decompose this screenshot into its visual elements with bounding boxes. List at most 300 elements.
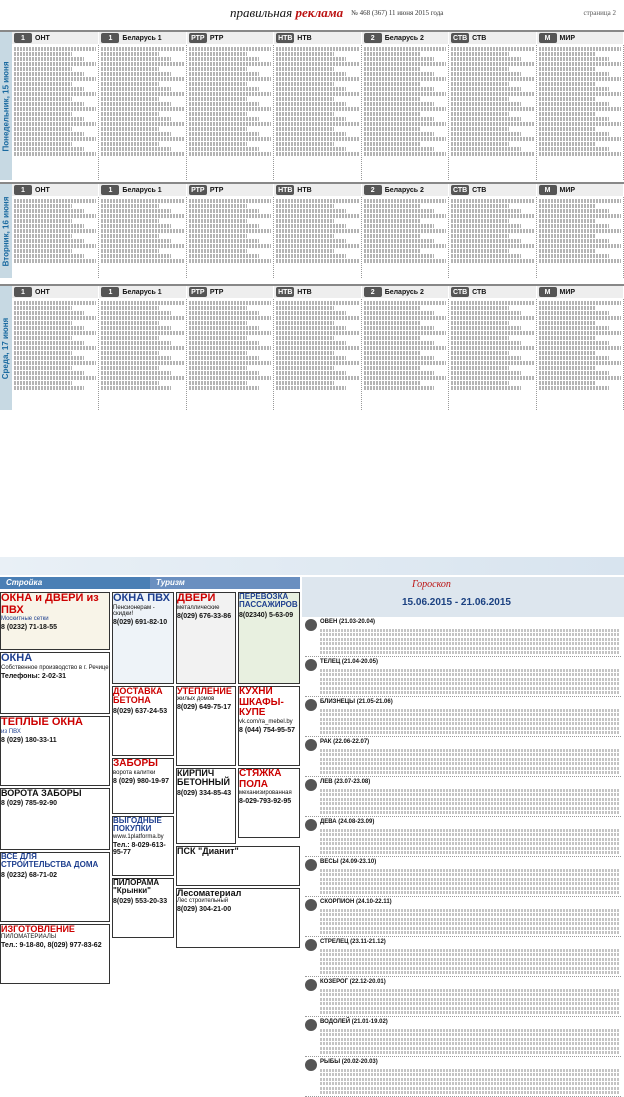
ad-title: ПСК "Дианит" bbox=[177, 846, 239, 856]
schedule-line bbox=[14, 72, 84, 76]
ad-subtitle: vk.com/ra_mebel.by bbox=[239, 718, 293, 725]
schedule-line bbox=[364, 259, 446, 263]
schedule-line bbox=[451, 57, 521, 61]
schedule-line bbox=[364, 117, 434, 121]
schedule-line bbox=[14, 306, 72, 310]
schedule-line bbox=[189, 386, 259, 390]
schedule-line bbox=[451, 306, 509, 310]
schedule-line bbox=[101, 229, 183, 233]
schedule-line bbox=[189, 316, 271, 320]
horoscope-sign bbox=[305, 1057, 621, 1097]
channel-name: Беларусь 1 bbox=[122, 288, 162, 296]
sign-name: ВЕСЫ (24.09-23.10) bbox=[320, 859, 377, 865]
schedule-line bbox=[276, 331, 358, 335]
schedule-line bbox=[276, 386, 346, 390]
day-label: Понедельник, 15 июня bbox=[1, 60, 11, 152]
schedule-line bbox=[14, 259, 96, 263]
schedule-line bbox=[101, 204, 159, 208]
channel-header bbox=[99, 286, 186, 298]
ad-phone: 8(029) 637-24-53 bbox=[113, 707, 168, 715]
sign-name: БЛИЗНЕЦЫ (21.05-21.06) bbox=[320, 699, 393, 705]
schedule-line bbox=[189, 381, 247, 385]
schedule-line bbox=[364, 341, 434, 345]
text-line bbox=[320, 927, 619, 930]
text-line bbox=[320, 629, 619, 632]
sign-name: СКОРПИОН (24.10-22.11) bbox=[320, 899, 392, 905]
schedule-line bbox=[101, 366, 159, 370]
schedule-line bbox=[101, 316, 183, 320]
schedule-line bbox=[364, 336, 422, 340]
sign-name: КОЗЕРОГ (22.12-20.01) bbox=[320, 979, 386, 985]
schedule-line bbox=[276, 62, 358, 66]
channel-schedule bbox=[12, 45, 99, 180]
schedule-line bbox=[189, 376, 271, 380]
ad-title: Лесоматериал bbox=[177, 888, 242, 898]
schedule-line bbox=[189, 117, 259, 121]
ad-title: ВОРОТА ЗАБОРЫ bbox=[1, 788, 82, 798]
schedule-line bbox=[189, 361, 271, 365]
schedule-line bbox=[539, 239, 609, 243]
ad-insulation bbox=[176, 686, 236, 766]
text-line bbox=[320, 687, 619, 690]
schedule-line bbox=[14, 137, 96, 141]
ad-title: ТЕПЛЫЕ ОКНА bbox=[1, 716, 84, 728]
schedule-line bbox=[14, 381, 72, 385]
schedule-line bbox=[101, 254, 171, 258]
schedule-line bbox=[276, 147, 346, 151]
horoscope-sign bbox=[305, 817, 621, 857]
schedule-line bbox=[364, 52, 422, 56]
text-line bbox=[320, 887, 619, 890]
schedule-line bbox=[276, 381, 334, 385]
schedule-line bbox=[101, 214, 183, 218]
zodiac-icon bbox=[305, 939, 317, 951]
schedule-line bbox=[451, 82, 509, 86]
schedule-line bbox=[364, 102, 434, 106]
schedule-line bbox=[14, 346, 96, 350]
schedule-line bbox=[189, 371, 259, 375]
ad-title: ВСЁ ДЛЯ СТРОИТЕЛЬСТВА ДОМА bbox=[1, 852, 99, 870]
sign-name: ВОДОЛЕЙ (21.01-19.02) bbox=[320, 1019, 388, 1025]
schedule-line bbox=[364, 77, 446, 81]
sign-text bbox=[320, 787, 619, 816]
ad-windows-2 bbox=[112, 592, 174, 684]
schedule-line bbox=[364, 356, 434, 360]
schedule-line bbox=[364, 376, 446, 380]
schedule-line bbox=[276, 321, 334, 325]
schedule-line bbox=[14, 92, 96, 96]
schedule-line bbox=[101, 361, 183, 365]
horoscope-sign bbox=[305, 977, 621, 1017]
schedule-line bbox=[364, 254, 434, 258]
schedule-line bbox=[189, 52, 247, 56]
text-line bbox=[320, 1051, 619, 1054]
schedule-line bbox=[276, 356, 346, 360]
schedule-line bbox=[276, 311, 346, 315]
schedule-line bbox=[189, 366, 247, 370]
channel-header bbox=[12, 286, 99, 298]
horoscope-sign bbox=[305, 617, 621, 657]
schedule-line bbox=[364, 361, 446, 365]
ad-lumber bbox=[176, 888, 300, 948]
sign-name: ТЕЛЕЦ (21.04-20.05) bbox=[320, 659, 378, 665]
schedule-line bbox=[276, 316, 358, 320]
tv-schedule bbox=[0, 30, 624, 550]
channel-schedule bbox=[12, 197, 99, 278]
channel-name: РТР bbox=[209, 186, 224, 194]
schedule-line bbox=[276, 239, 346, 243]
schedule-line bbox=[276, 301, 358, 305]
schedule-line bbox=[189, 306, 247, 310]
ad-title: ВЫГОДНЫЕ ПОКУПКИ bbox=[113, 816, 162, 834]
schedule-line bbox=[276, 152, 358, 156]
schedule-line bbox=[539, 361, 621, 365]
horoscope-dates: 15.06.2015 - 21.06.2015 bbox=[402, 597, 511, 608]
schedule-line bbox=[101, 92, 183, 96]
schedule-line bbox=[276, 341, 346, 345]
schedule-line bbox=[14, 386, 84, 390]
schedule-line bbox=[539, 336, 597, 340]
schedule-line bbox=[276, 361, 358, 365]
text-line bbox=[320, 989, 619, 992]
sign-text bbox=[320, 907, 619, 936]
schedule-line bbox=[276, 102, 346, 106]
schedule-line bbox=[539, 249, 597, 253]
ad-title: ИЗГОТОВЛЕНИЕ bbox=[1, 924, 75, 934]
ad-building bbox=[0, 852, 110, 922]
schedule-line bbox=[451, 244, 533, 248]
channel-name: Беларусь 2 bbox=[384, 288, 424, 296]
horoscope-sign bbox=[305, 1017, 621, 1057]
schedule-line bbox=[451, 316, 533, 320]
schedule-line bbox=[364, 97, 422, 101]
text-line bbox=[320, 669, 619, 672]
text-line bbox=[320, 789, 619, 792]
schedule-line bbox=[14, 112, 72, 116]
schedule-line bbox=[539, 209, 609, 213]
channel-logo: СТВ bbox=[453, 34, 468, 42]
schedule-line bbox=[539, 331, 621, 335]
text-line bbox=[320, 909, 619, 912]
day-label-band bbox=[0, 286, 12, 410]
schedule-line bbox=[189, 346, 271, 350]
schedule-line bbox=[451, 259, 533, 263]
channel-name: МИР bbox=[559, 34, 576, 42]
schedule-line bbox=[14, 67, 72, 71]
schedule-line bbox=[451, 117, 521, 121]
schedule-line bbox=[276, 92, 358, 96]
ad-phone: 8 (044) 754-95-57 bbox=[239, 726, 296, 734]
schedule-line bbox=[14, 234, 72, 238]
schedule-line bbox=[364, 239, 434, 243]
text-line bbox=[320, 838, 619, 841]
text-line bbox=[320, 802, 619, 805]
text-line bbox=[320, 1047, 619, 1050]
schedule-line bbox=[276, 199, 358, 203]
schedule-line bbox=[539, 147, 609, 151]
schedule-line bbox=[364, 47, 446, 51]
ad-bricks bbox=[176, 768, 236, 844]
schedule-line bbox=[364, 132, 434, 136]
schedule-line bbox=[364, 199, 446, 203]
schedule-line bbox=[276, 219, 334, 223]
schedule-line bbox=[276, 97, 334, 101]
channel-schedule bbox=[537, 299, 624, 410]
schedule-line bbox=[101, 112, 159, 116]
schedule-line bbox=[539, 341, 609, 345]
schedule-line bbox=[189, 67, 247, 71]
schedule-line bbox=[101, 67, 159, 71]
schedule-line bbox=[364, 214, 446, 218]
sign-text bbox=[320, 867, 619, 896]
schedule-line bbox=[451, 67, 509, 71]
channel-name: Беларусь 1 bbox=[122, 186, 162, 194]
schedule-line bbox=[451, 72, 521, 76]
channel-logo: НТВ bbox=[278, 186, 293, 194]
horoscope-heading: Гороскоп bbox=[412, 579, 451, 590]
text-line bbox=[320, 682, 619, 685]
schedule-line bbox=[14, 321, 72, 325]
schedule-line bbox=[539, 321, 597, 325]
zodiac-icon bbox=[305, 779, 317, 791]
text-line bbox=[320, 753, 619, 756]
schedule-line bbox=[276, 87, 346, 91]
schedule-line bbox=[14, 127, 72, 131]
text-line bbox=[320, 829, 619, 832]
schedule-line bbox=[451, 92, 533, 96]
ad-phone: 8 (029) 980-19-97 bbox=[113, 777, 170, 785]
schedule-line bbox=[364, 204, 422, 208]
schedule-line bbox=[101, 244, 183, 248]
horoscope bbox=[302, 577, 624, 1080]
schedule-line bbox=[364, 331, 446, 335]
channel-columns bbox=[12, 45, 624, 180]
schedule-line bbox=[101, 199, 183, 203]
schedule-line bbox=[101, 386, 171, 390]
zodiac-icon bbox=[305, 699, 317, 711]
schedule-line bbox=[101, 301, 183, 305]
schedule-line bbox=[451, 62, 533, 66]
text-line bbox=[320, 882, 619, 885]
channel-header bbox=[362, 32, 449, 44]
ad-subtitle: металлические bbox=[177, 604, 220, 611]
schedule-line bbox=[539, 77, 621, 81]
schedule-line bbox=[451, 249, 509, 253]
channel-name: НТВ bbox=[297, 288, 312, 296]
schedule-line bbox=[101, 72, 171, 76]
sign-name: РАК (22.06-22.07) bbox=[320, 739, 370, 745]
schedule-line bbox=[364, 112, 422, 116]
channel-schedule bbox=[449, 197, 536, 278]
text-line bbox=[320, 842, 619, 845]
channel-schedule bbox=[362, 299, 449, 410]
schedule-line bbox=[14, 229, 96, 233]
text-line bbox=[320, 998, 619, 1001]
text-line bbox=[320, 949, 619, 952]
schedule-line bbox=[451, 122, 533, 126]
schedule-line bbox=[451, 132, 521, 136]
zodiac-icon bbox=[305, 819, 317, 831]
channel-schedule bbox=[187, 197, 274, 278]
schedule-line bbox=[364, 249, 422, 253]
schedule-line bbox=[276, 214, 358, 218]
sign-text bbox=[320, 827, 619, 856]
text-line bbox=[320, 962, 619, 965]
schedule-line bbox=[364, 311, 434, 315]
channel-header bbox=[449, 32, 536, 44]
schedule-line bbox=[276, 259, 358, 263]
ad-title: УТЕПЛЕНИЕ bbox=[177, 686, 232, 696]
schedule-line bbox=[451, 112, 509, 116]
schedule-line bbox=[101, 224, 171, 228]
schedule-line bbox=[364, 229, 446, 233]
schedule-line bbox=[276, 229, 358, 233]
schedule-line bbox=[539, 244, 621, 248]
channel-header-row bbox=[12, 286, 624, 298]
schedule-line bbox=[14, 341, 84, 345]
channel-logo: РТР bbox=[189, 287, 207, 297]
schedule-line bbox=[451, 301, 533, 305]
ad-title: ОКНА и ДВЕРИ из ПВХ bbox=[1, 592, 99, 616]
schedule-line bbox=[14, 117, 84, 121]
schedule-line bbox=[539, 67, 597, 71]
schedule-line bbox=[101, 97, 159, 101]
schedule-line bbox=[539, 57, 609, 61]
schedule-line bbox=[539, 52, 597, 56]
schedule-line bbox=[364, 209, 434, 213]
schedule-line bbox=[276, 351, 334, 355]
channel-name: НТВ bbox=[297, 34, 312, 42]
schedule-line bbox=[189, 311, 259, 315]
schedule-line bbox=[14, 47, 96, 51]
ad-phone: 8(029) 676-33-86 bbox=[177, 612, 232, 620]
schedule-line bbox=[364, 152, 446, 156]
schedule-line bbox=[451, 214, 533, 218]
channel-schedule bbox=[274, 299, 361, 410]
schedule-line bbox=[189, 249, 247, 253]
schedule-line bbox=[451, 97, 509, 101]
schedule-line bbox=[451, 52, 509, 56]
schedule-line bbox=[14, 147, 84, 151]
channel-header bbox=[449, 184, 536, 196]
sign-name: РЫБЫ (20.02-20.03) bbox=[320, 1059, 378, 1065]
channel-schedule bbox=[274, 197, 361, 278]
channel-logo: 2 bbox=[364, 287, 382, 297]
schedule-line bbox=[276, 376, 358, 380]
schedule-line bbox=[539, 224, 609, 228]
schedule-line bbox=[539, 381, 597, 385]
channel-name: СТВ bbox=[472, 186, 487, 194]
text-line bbox=[320, 762, 619, 765]
schedule-line bbox=[451, 331, 533, 335]
channel-schedule bbox=[99, 299, 186, 410]
schedule-line bbox=[189, 301, 271, 305]
schedule-line bbox=[276, 67, 334, 71]
schedule-line bbox=[364, 122, 446, 126]
ad-manufacturing bbox=[0, 924, 110, 984]
ad-phone: 8(029) 691-82-10 bbox=[113, 618, 168, 626]
schedule-line bbox=[539, 152, 621, 156]
channel-logo: 2 bbox=[364, 185, 382, 195]
channel-schedule bbox=[187, 45, 274, 180]
channel-columns bbox=[12, 299, 624, 410]
day-label-band bbox=[0, 32, 12, 180]
text-line bbox=[320, 918, 619, 921]
zodiac-icon bbox=[305, 739, 317, 751]
ad-title: ОКНА bbox=[1, 652, 33, 664]
schedule-line bbox=[364, 92, 446, 96]
ad-phone: 8(02340) 5-63-09 bbox=[239, 611, 294, 619]
channel-schedule bbox=[274, 45, 361, 180]
horoscope-sign bbox=[305, 857, 621, 897]
section-stroika: Стройка bbox=[0, 577, 150, 589]
schedule-line bbox=[451, 361, 533, 365]
channel-schedule bbox=[537, 45, 624, 180]
classified-ads bbox=[0, 592, 300, 1080]
channel-header bbox=[187, 286, 274, 298]
schedule-line bbox=[539, 87, 609, 91]
schedule-line bbox=[451, 239, 521, 243]
channel-logo: 1 bbox=[101, 287, 119, 297]
schedule-line bbox=[189, 209, 259, 213]
schedule-line bbox=[451, 376, 533, 380]
schedule-line bbox=[539, 62, 621, 66]
schedule-line bbox=[189, 127, 247, 131]
schedule-line bbox=[189, 326, 259, 330]
schedule-line bbox=[364, 234, 422, 238]
zodiac-icon bbox=[305, 859, 317, 871]
schedule-line bbox=[14, 62, 96, 66]
text-line bbox=[320, 971, 619, 974]
schedule-line bbox=[451, 199, 533, 203]
channel-name: РТР bbox=[209, 34, 224, 42]
schedule-line bbox=[101, 102, 171, 106]
schedule-line bbox=[364, 137, 446, 141]
schedule-line bbox=[276, 127, 334, 131]
schedule-line bbox=[189, 229, 271, 233]
schedule-line bbox=[539, 219, 597, 223]
zodiac-icon bbox=[305, 979, 317, 991]
schedule-line bbox=[276, 346, 358, 350]
schedule-line bbox=[101, 107, 183, 111]
text-line bbox=[320, 931, 619, 934]
schedule-line bbox=[364, 321, 422, 325]
channel-schedule bbox=[187, 299, 274, 410]
schedule-line bbox=[276, 204, 334, 208]
ad-transport bbox=[238, 592, 300, 684]
schedule-line bbox=[14, 132, 84, 136]
schedule-line bbox=[276, 244, 358, 248]
schedule-line bbox=[14, 326, 84, 330]
schedule-line bbox=[189, 356, 259, 360]
schedule-line bbox=[101, 321, 159, 325]
issue-info: № 468 (367) 11 июня 2015 года bbox=[351, 9, 444, 17]
text-line bbox=[320, 1073, 619, 1076]
schedule-line bbox=[101, 259, 183, 263]
schedule-line bbox=[364, 366, 422, 370]
text-line bbox=[320, 647, 619, 650]
ad-windows-1 bbox=[0, 592, 110, 650]
schedule-line bbox=[451, 371, 521, 375]
zodiac-icon bbox=[305, 619, 317, 631]
channel-logo: 2 bbox=[364, 33, 382, 43]
text-line bbox=[320, 1011, 619, 1014]
schedule-line bbox=[539, 122, 621, 126]
channel-name: МИР bbox=[559, 186, 576, 194]
text-line bbox=[320, 873, 619, 876]
day-label: Вторник, 16 июня bbox=[1, 196, 11, 266]
sign-text bbox=[320, 987, 619, 1016]
